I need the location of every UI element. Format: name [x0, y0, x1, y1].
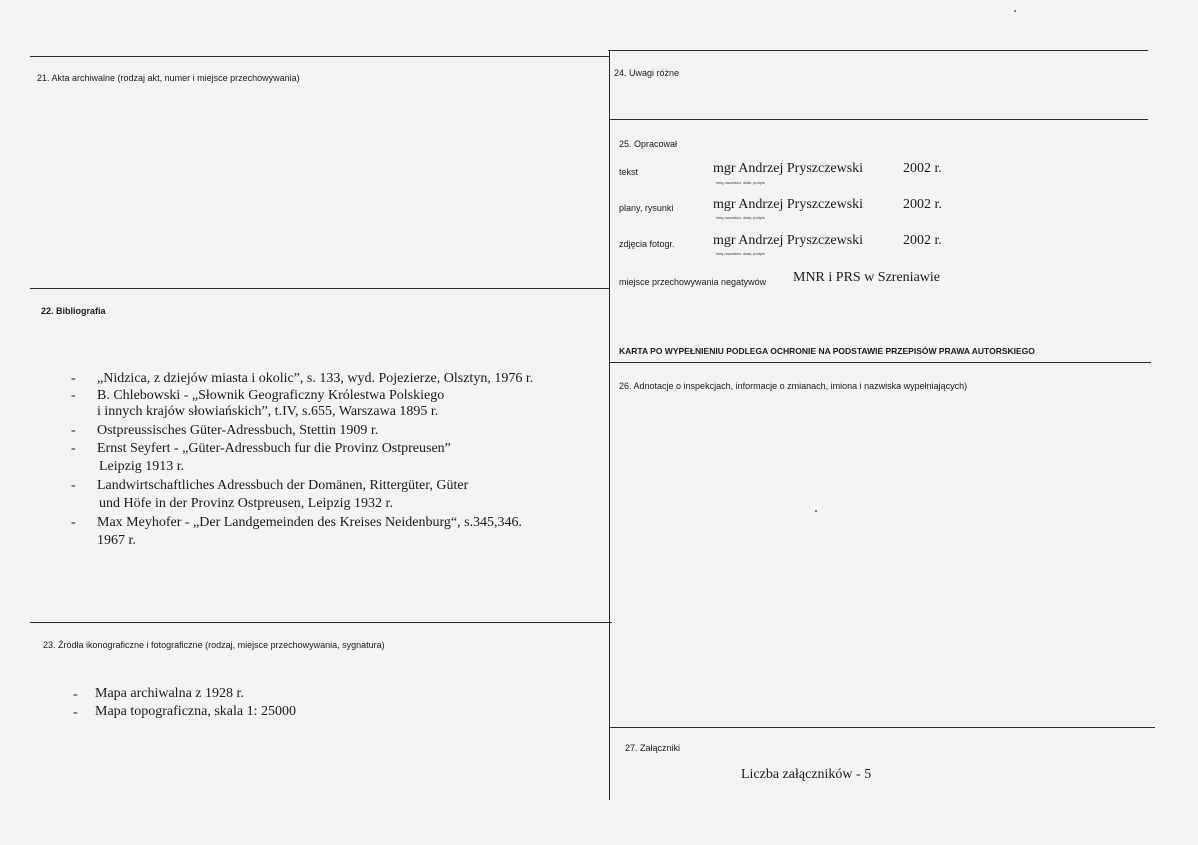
- scan-speck: [1014, 10, 1016, 12]
- bibliography-item-4-line-1: Ernst Seyfert - „Güter-Adressbuch fur die Provinz Ostpreusen”: [97, 441, 451, 456]
- section-21-label: 21. Akta archiwalne (rodzaj akt, numer i miejsce przechowywania): [37, 73, 300, 83]
- author-hint: imię,nazwisko, data, podpis: [716, 251, 765, 256]
- bullet-dash: -: [71, 515, 76, 530]
- author-row-label: plany, rysunki: [619, 203, 674, 213]
- author-hint: imię,nazwisko, data, podpis: [716, 180, 765, 185]
- bullet-dash: -: [71, 478, 76, 493]
- copyright-notice: KARTA PO WYPEŁNIENIU PODLEGA OCHRONIE NA PODSTAWIE PRZEPISÓW PRAWA AUTORSKIEGO: [619, 346, 1035, 356]
- attachments-count: Liczba załączników - 5: [741, 767, 872, 782]
- rule-left-21-22: [30, 288, 610, 289]
- bullet-dash: -: [71, 371, 76, 386]
- section-27-label: 27. Załączniki: [625, 743, 681, 753]
- bullet-dash: -: [73, 687, 78, 702]
- author-year: 2002 r.: [903, 197, 942, 212]
- bullet-dash: -: [71, 423, 76, 438]
- bibliography-item-6-line-2: 1967 r.: [97, 533, 136, 548]
- negatives-value: MNR i PRS w Szreniawie: [793, 270, 940, 285]
- bibliography-item-2-line-2: i innych krajów słowiańskich”, t.IV, s.655, Warszawa 1895 r.: [97, 404, 439, 419]
- author-row-label: tekst: [619, 167, 639, 177]
- bibliography-item-2-line-1: B. Chlebowski - „Słownik Geograficzny Królestwa Polskiego: [97, 388, 445, 403]
- author-year: 2002 r.: [903, 161, 942, 176]
- rule-right-25-26: [609, 362, 1151, 363]
- bullet-dash: -: [71, 441, 76, 456]
- iconography-item-2: Mapa topograficzna, skala 1: 25000: [95, 704, 296, 719]
- bullet-dash: -: [71, 388, 76, 403]
- rule-left-22-23: [30, 622, 612, 623]
- bibliography-item-3-line-1: Ostpreussisches Güter-Adressbuch, Stettin 1909 r.: [97, 423, 379, 438]
- section-24-label: 24. Uwagi różne: [614, 68, 680, 78]
- author-name: mgr Andrzej Pryszczewski: [713, 161, 864, 176]
- bibliography-item-5-line-2: und Höfe in der Provinz Ostpreusen, Leipzig 1932 r.: [99, 496, 393, 511]
- section-23-label: 23. Źródła ikonograficzne i fotograficzne (rodzaj, miejsce przechowywania, sygnatura): [43, 640, 385, 650]
- rule-vertical-divider: [609, 50, 610, 800]
- scan-speck: [815, 510, 817, 512]
- bibliography-item-1-line-1: „Nidzica, z dziejów miasta i okolic”, s. 133, wyd. Pojezierze, Olsztyn, 1976 r.: [97, 371, 534, 386]
- rule-top-left: [30, 56, 610, 57]
- section-22-label: 22. Bibliografia: [41, 306, 106, 316]
- bullet-dash: -: [73, 705, 78, 720]
- author-year: 2002 r.: [903, 233, 942, 248]
- bibliography-item-4-line-2: Leipzig 1913 r.: [99, 459, 185, 474]
- rule-top-right: [608, 50, 1148, 51]
- author-name: mgr Andrzej Pryszczewski: [713, 233, 864, 248]
- rule-right-26-27: [610, 727, 1155, 728]
- author-hint: imię,nazwisko, data, podpis: [716, 215, 765, 220]
- author-name: mgr Andrzej Pryszczewski: [713, 197, 864, 212]
- section-25-label: 25. Opracował: [619, 139, 678, 149]
- bibliography-item-5-line-1: Landwirtschaftliches Adressbuch der Domänen, Rittergüter, Güter: [97, 478, 469, 493]
- bibliography-item-6-line-1: Max Meyhofer - „Der Landgemeinden des Kreises Neidenburg“, s.345,346.: [97, 515, 523, 530]
- rule-right-24-25: [609, 119, 1148, 120]
- negatives-label: miejsce przechowywania negatywów: [619, 277, 767, 287]
- author-row-label: zdjęcia fotogr.: [619, 239, 675, 249]
- section-26-label: 26. Adnotacje o inspekcjach, informacje o zmianach, imiona i nazwiska wypełniających): [619, 381, 968, 391]
- iconography-item-1: Mapa archiwalna z 1928 r.: [95, 686, 244, 701]
